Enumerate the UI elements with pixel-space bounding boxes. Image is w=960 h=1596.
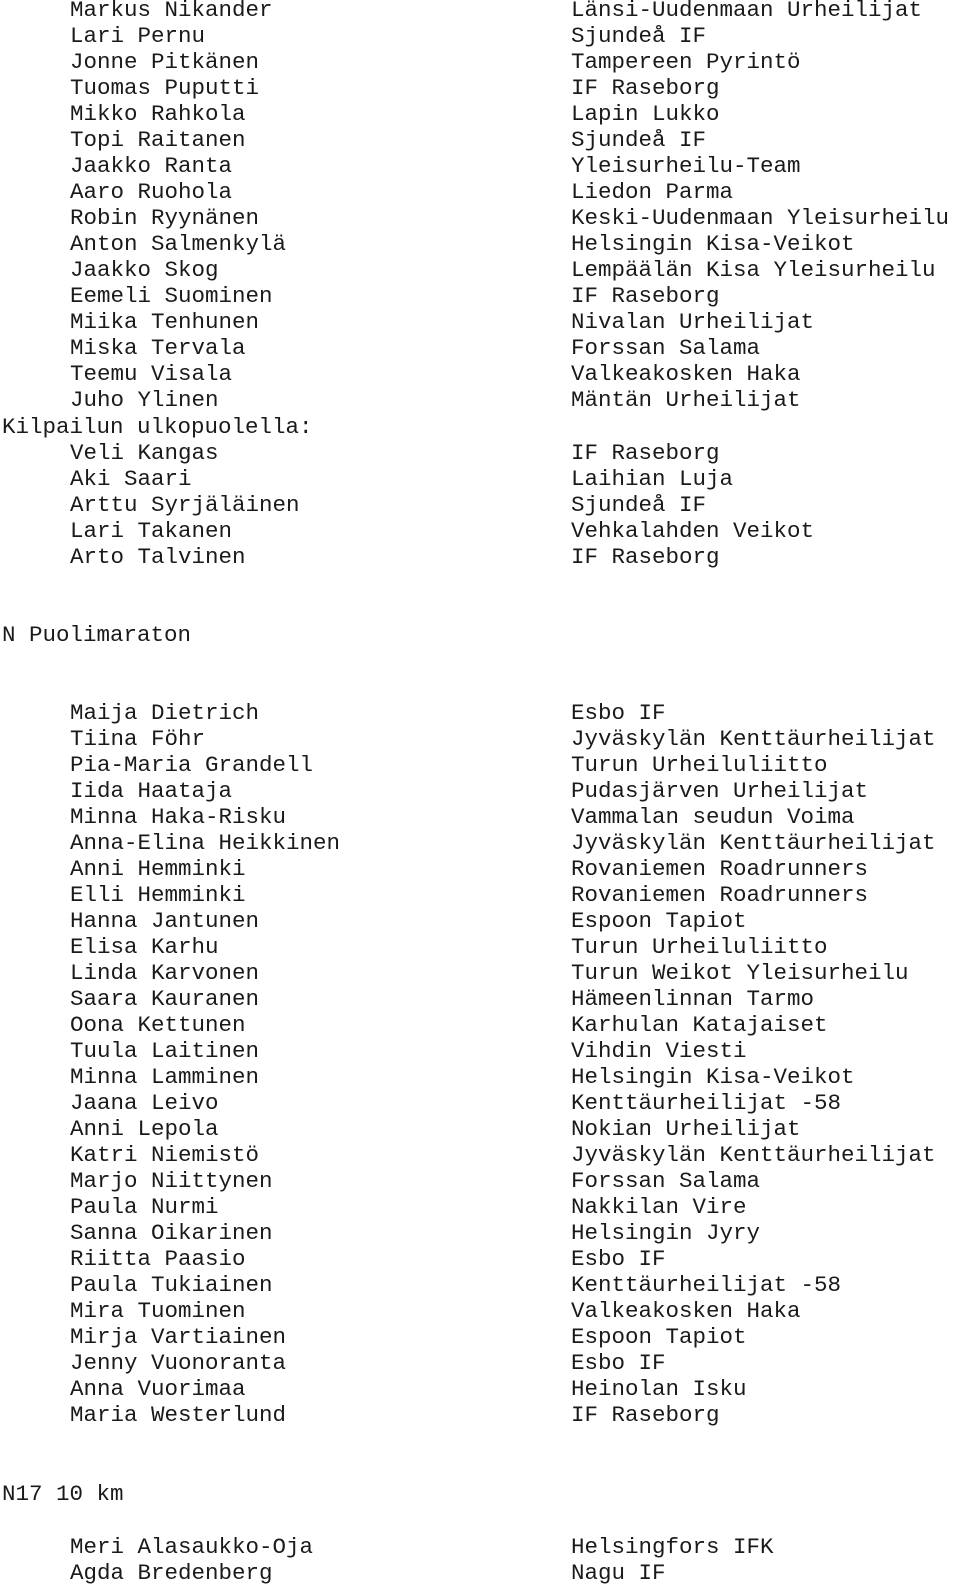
athlete-name: Lari Pernu — [70, 23, 206, 49]
list-item — [0, 1012, 960, 1038]
athlete-name: Tuula Laitinen — [70, 1038, 260, 1064]
athlete-club: Lempäälän Kisa Yleisurheilu — [571, 257, 936, 283]
athlete-club: Jyväskylän Kenttäurheilijat — [571, 726, 936, 752]
athlete-club: IF Raseborg — [571, 440, 720, 466]
athlete-name: Saara Kauranen — [70, 986, 260, 1012]
list-item — [0, 882, 960, 908]
athlete-name: Mirja Vartiainen — [70, 1324, 287, 1350]
athlete-name: Marjo Niittynen — [70, 1168, 273, 1194]
list-item — [0, 1324, 960, 1350]
section-heading: N17 10 km — [2, 1481, 124, 1507]
athlete-name: Paula Nurmi — [70, 1194, 219, 1220]
athlete-name: Markus Nikander — [70, 0, 273, 23]
athlete-club: Jyväskylän Kenttäurheilijat — [571, 1142, 936, 1168]
athlete-club: Keski-Uudenmaan Yleisurheilu — [571, 205, 950, 231]
list-item — [0, 934, 960, 960]
athlete-club: Helsingfors IFK — [571, 1534, 774, 1560]
athlete-club: IF Raseborg — [571, 75, 720, 101]
athlete-name: Mira Tuominen — [70, 1298, 246, 1324]
athlete-club: Heinolan Isku — [571, 1376, 747, 1402]
list-item — [0, 492, 960, 518]
list-item — [0, 1142, 960, 1168]
athlete-name: Robin Ryynänen — [70, 205, 260, 231]
athlete-club: Turun Urheiluliitto — [571, 934, 828, 960]
athlete-name: Iida Haataja — [70, 778, 233, 804]
athlete-club: Esbo IF — [571, 1350, 666, 1376]
list-item — [0, 1298, 960, 1324]
athlete-name: Arttu Syrjäläinen — [70, 492, 300, 518]
list-item — [0, 1534, 960, 1560]
athlete-name: Jenny Vuonoranta — [70, 1350, 287, 1376]
athlete-club: Vehkalahden Veikot — [571, 518, 815, 544]
athlete-club: Jyväskylän Kenttäurheilijat — [571, 830, 936, 856]
athlete-name: Linda Karvonen — [70, 960, 260, 986]
athlete-name: Meri Alasaukko-Oja — [70, 1534, 314, 1560]
athlete-name: Mikko Rahkola — [70, 101, 246, 127]
list-item — [0, 1168, 960, 1194]
list-item — [0, 49, 960, 75]
athlete-name: Elli Hemminki — [70, 882, 246, 908]
athlete-club: IF Raseborg — [571, 283, 720, 309]
list-item — [0, 153, 960, 179]
athlete-name: Paula Tukiainen — [70, 1272, 273, 1298]
list-item — [0, 127, 960, 153]
athlete-club: Sjundeå IF — [571, 127, 707, 153]
athlete-name: Sanna Oikarinen — [70, 1220, 273, 1246]
list-item — [0, 726, 960, 752]
list-item — [0, 752, 960, 778]
outside-competition-label: Kilpailun ulkopuolella: — [2, 414, 313, 440]
athlete-club: IF Raseborg — [571, 544, 720, 570]
list-item — [0, 1038, 960, 1064]
athlete-club: Espoon Tapiot — [571, 1324, 747, 1350]
list-item — [0, 960, 960, 986]
athlete-club: Sjundeå IF — [571, 23, 707, 49]
list-item — [0, 986, 960, 1012]
list-item — [0, 387, 960, 413]
athlete-name: Riitta Paasio — [70, 1246, 246, 1272]
list-item — [0, 309, 960, 335]
athlete-name: Aaro Ruohola — [70, 179, 233, 205]
athlete-club: Forssan Salama — [571, 335, 761, 361]
list-item — [0, 466, 960, 492]
athlete-club: Vihdin Viesti — [571, 1038, 747, 1064]
list-item — [0, 1246, 960, 1272]
athlete-name: Agda Bredenberg — [70, 1560, 273, 1586]
athlete-name: Tiina Föhr — [70, 726, 206, 752]
athlete-name: Miska Tervala — [70, 335, 246, 361]
list-item — [0, 1560, 960, 1586]
athlete-name: Maija Dietrich — [70, 700, 260, 726]
list-item — [0, 101, 960, 127]
athlete-name: Juho Ylinen — [70, 387, 219, 413]
athlete-name: Minna Haka-Risku — [70, 804, 287, 830]
athlete-name: Anni Hemminki — [70, 856, 246, 882]
list-item — [0, 1272, 960, 1298]
athlete-name: Tuomas Puputti — [70, 75, 260, 101]
list-item — [0, 205, 960, 231]
athlete-name: Anton Salmenkylä — [70, 231, 287, 257]
section-heading: N Puolimaraton — [2, 622, 192, 648]
athlete-club: Sjundeå IF — [571, 492, 707, 518]
list-item — [0, 257, 960, 283]
athlete-name: Oona Kettunen — [70, 1012, 246, 1038]
athlete-club: Valkeakosken Haka — [571, 1298, 801, 1324]
list-item — [0, 830, 960, 856]
athlete-club: Turun Weikot Yleisurheilu — [571, 960, 909, 986]
athlete-club: Esbo IF — [571, 1246, 666, 1272]
list-item — [0, 804, 960, 830]
list-item — [0, 1220, 960, 1246]
athlete-club: Nakkilan Vire — [571, 1194, 747, 1220]
athlete-club: Karhulan Katajaiset — [571, 1012, 828, 1038]
athlete-name: Minna Lamminen — [70, 1064, 260, 1090]
list-item — [0, 1402, 960, 1428]
athlete-club: Yleisurheilu-Team — [571, 153, 801, 179]
athlete-club: Vammalan seudun Voima — [571, 804, 855, 830]
athlete-club: Rovaniemen Roadrunners — [571, 882, 869, 908]
list-item — [0, 518, 960, 544]
list-item — [0, 544, 960, 570]
athlete-club: Kenttäurheilijat -58 — [571, 1090, 842, 1116]
athlete-name: Eemeli Suominen — [70, 283, 273, 309]
list-item — [0, 179, 960, 205]
list-item — [0, 1064, 960, 1090]
athlete-club: Tampereen Pyrintö — [571, 49, 801, 75]
athlete-club: Hämeenlinnan Tarmo — [571, 986, 815, 1012]
list-item — [0, 75, 960, 101]
athlete-name: Pia-Maria Grandell — [70, 752, 314, 778]
athlete-club: Helsingin Kisa-Veikot — [571, 231, 855, 257]
athlete-name: Maria Westerlund — [70, 1402, 287, 1428]
list-item — [0, 231, 960, 257]
list-item — [0, 1350, 960, 1376]
athlete-club: Länsi-Uudenmaan Urheilijat — [571, 0, 923, 23]
list-item — [0, 1090, 960, 1116]
athlete-club: Nagu IF — [571, 1560, 666, 1586]
athlete-name: Jaana Leivo — [70, 1090, 219, 1116]
athlete-name: Anna Vuorimaa — [70, 1376, 246, 1402]
list-item — [0, 23, 960, 49]
athlete-club: Valkeakosken Haka — [571, 361, 801, 387]
athlete-club: Rovaniemen Roadrunners — [571, 856, 869, 882]
athlete-name: Jaakko Skog — [70, 257, 219, 283]
athlete-club: Helsingin Jyry — [571, 1220, 761, 1246]
athlete-name: Topi Raitanen — [70, 127, 246, 153]
athlete-name: Jonne Pitkänen — [70, 49, 260, 75]
athlete-name: Katri Niemistö — [70, 1142, 260, 1168]
athlete-club: Pudasjärven Urheilijat — [571, 778, 869, 804]
list-item — [0, 440, 960, 466]
athlete-club: IF Raseborg — [571, 1402, 720, 1428]
athlete-club: Liedon Parma — [571, 179, 734, 205]
list-item — [0, 335, 960, 361]
athlete-name: Teemu Visala — [70, 361, 233, 387]
list-item — [0, 1376, 960, 1402]
athlete-club: Kenttäurheilijat -58 — [571, 1272, 842, 1298]
athlete-club: Mäntän Urheilijat — [571, 387, 801, 413]
list-item — [0, 700, 960, 726]
athlete-name: Arto Talvinen — [70, 544, 246, 570]
athlete-name: Jaakko Ranta — [70, 153, 233, 179]
athlete-club: Forssan Salama — [571, 1168, 761, 1194]
athlete-club: Lapin Lukko — [571, 101, 720, 127]
athlete-name: Aki Saari — [70, 466, 192, 492]
list-item — [0, 283, 960, 309]
athlete-name: Elisa Karhu — [70, 934, 219, 960]
athlete-name: Veli Kangas — [70, 440, 219, 466]
athlete-club: Turun Urheiluliitto — [571, 752, 828, 778]
athlete-club: Esbo IF — [571, 700, 666, 726]
athlete-club: Espoon Tapiot — [571, 908, 747, 934]
list-item — [0, 1194, 960, 1220]
list-item — [0, 856, 960, 882]
list-item — [0, 908, 960, 934]
athlete-name: Anni Lepola — [70, 1116, 219, 1142]
athlete-name: Anna-Elina Heikkinen — [70, 830, 341, 856]
athlete-name: Lari Takanen — [70, 518, 233, 544]
athlete-club: Nivalan Urheilijat — [571, 309, 815, 335]
athlete-club: Laihian Luja — [571, 466, 734, 492]
athlete-name: Hanna Jantunen — [70, 908, 260, 934]
list-item — [0, 0, 960, 23]
list-item — [0, 1116, 960, 1142]
list-item — [0, 778, 960, 804]
athlete-club: Helsingin Kisa-Veikot — [571, 1064, 855, 1090]
athlete-name: Miika Tenhunen — [70, 309, 260, 335]
list-item — [0, 361, 960, 387]
athlete-club: Nokian Urheilijat — [571, 1116, 801, 1142]
